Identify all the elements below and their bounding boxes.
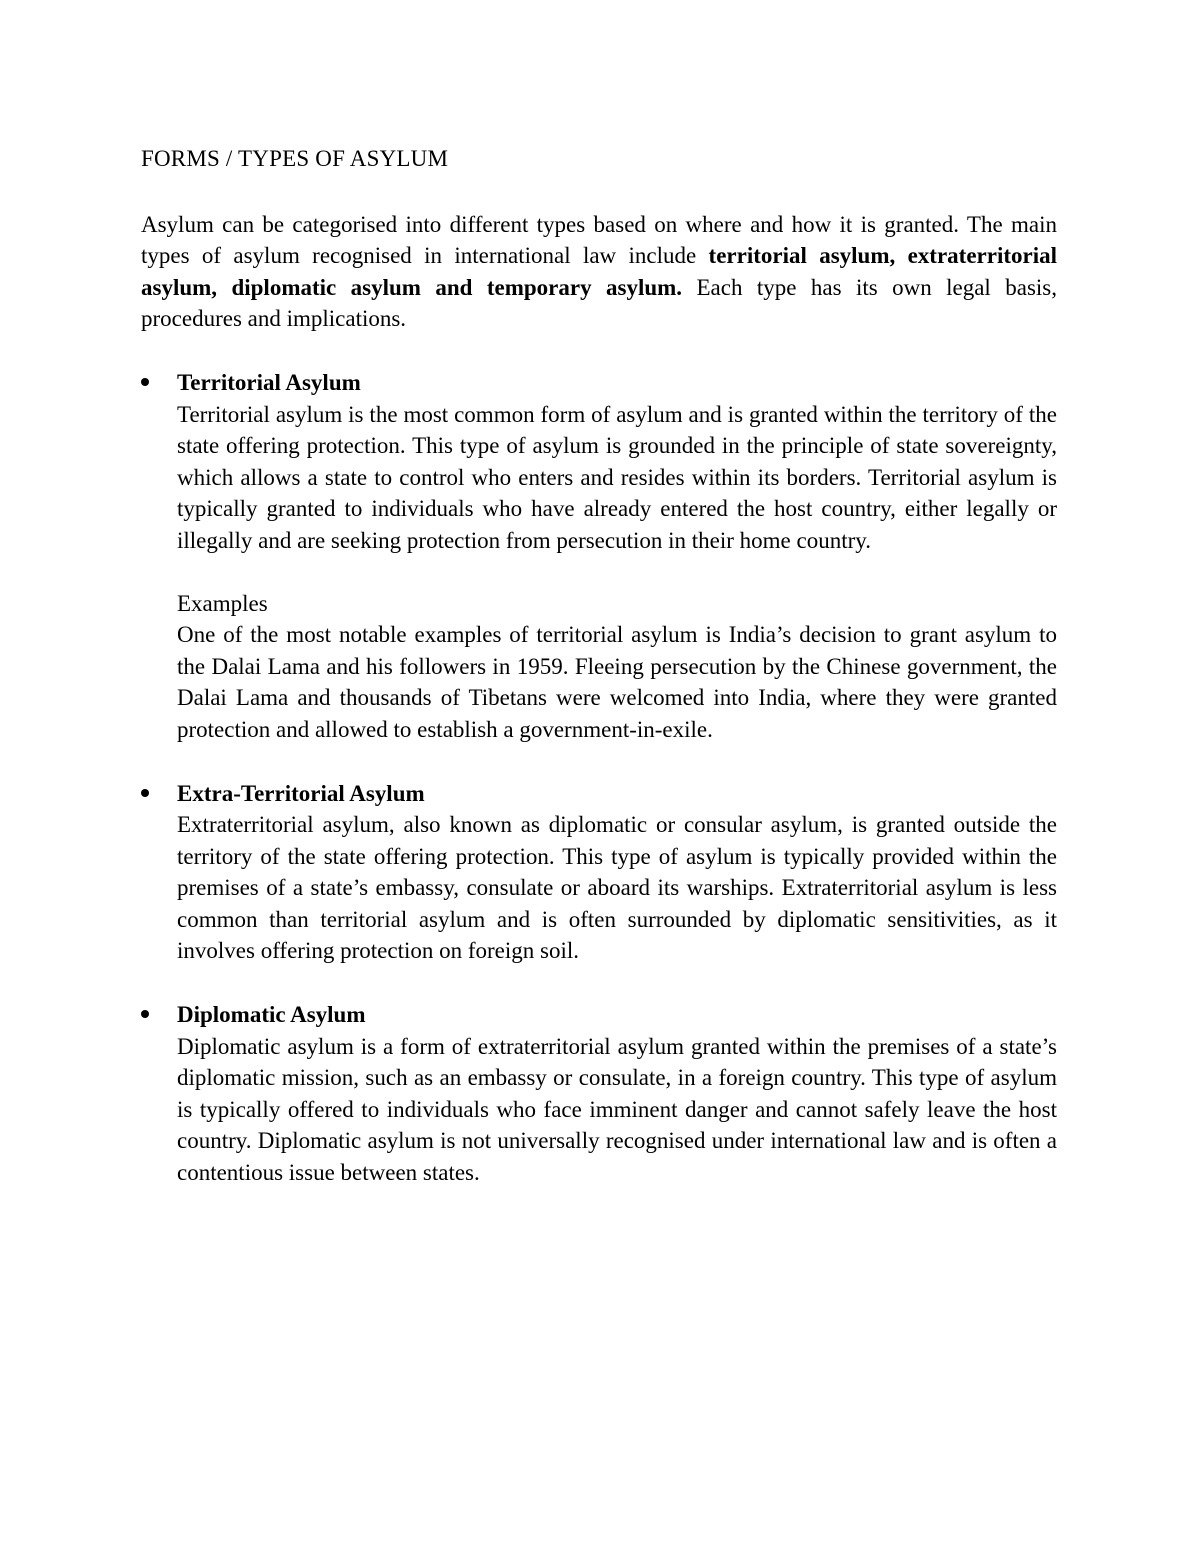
section-body: Extraterritorial asylum, also known as diplomatic or consular asylum, is granted outside the territory of the state offering protection. This type of asylum is typically provided within the premises of a state’s embassy, consulate or aboard its warships. Extraterritorial asylum is less common than territorial asylum and is often surrounded by diplomatic sensitivities, as it involves offering protection on foreign soil. (177, 812, 1057, 964)
section-heading: Diplomatic Asylum (177, 1002, 366, 1028)
intro-text-start: Asylum can be categorised into different types based on where and how it is granted. The main types of asylum recognised in international law include (141, 211, 1057, 269)
intro-paragraph (141, 209, 1057, 335)
section-heading: Territorial Asylum (177, 369, 361, 395)
section-heading: Extra-Territorial Asylum (177, 780, 425, 806)
bullet-icon (141, 789, 149, 797)
document-page (141, 143, 1057, 1221)
section-body: Territorial asylum is the most common form of asylum and is granted within the territory of the state offering protection. This type of asylum is grounded in the principle of state sovereignty, which allows a state to control who enters and resides within its borders. Territorial asylum is typically granted to individuals who have already entered the host country, either legally or illegally and are seeking protection from persecution in their home country. (177, 401, 1057, 553)
list-item-territorial-asylum (141, 367, 1057, 746)
bullet-icon (141, 1010, 149, 1018)
intro-text-end: Each type has its own legal basis, procedures and implications. (141, 274, 1057, 332)
bullet-icon (141, 378, 149, 386)
list-item-diplomatic-asylum (141, 999, 1057, 1189)
asylum-types-list (141, 367, 1057, 1189)
examples-body: One of the most notable examples of territorial asylum is India’s decision to grant asylum to the Dalai Lama and his followers in 1959. Fleeing persecution by the Chinese government, the Dalai Lama and thousands of Tibetans were welcomed into India, where they were granted protection and allowed to establish a government-in-exile. (177, 622, 1057, 742)
examples-heading: Examples (177, 590, 268, 616)
intro-bold-types: territorial asylum, extraterritorial asylum, diplomatic asylum and temporary asylum. (141, 243, 1057, 300)
section-body: Diplomatic asylum is a form of extraterritorial asylum granted within the premises of a state’s diplomatic mission, such as an embassy or consulate, in a foreign country. This type of asylum is typically offered to individuals who face imminent danger and cannot safely leave the host country. Diplomatic asylum is not universally recognised under international law and is often a contentious issue between states. (177, 1033, 1057, 1186)
list-item-extra-territorial-asylum (141, 778, 1057, 968)
document-title: FORMS / TYPES OF ASYLUM (141, 146, 449, 171)
